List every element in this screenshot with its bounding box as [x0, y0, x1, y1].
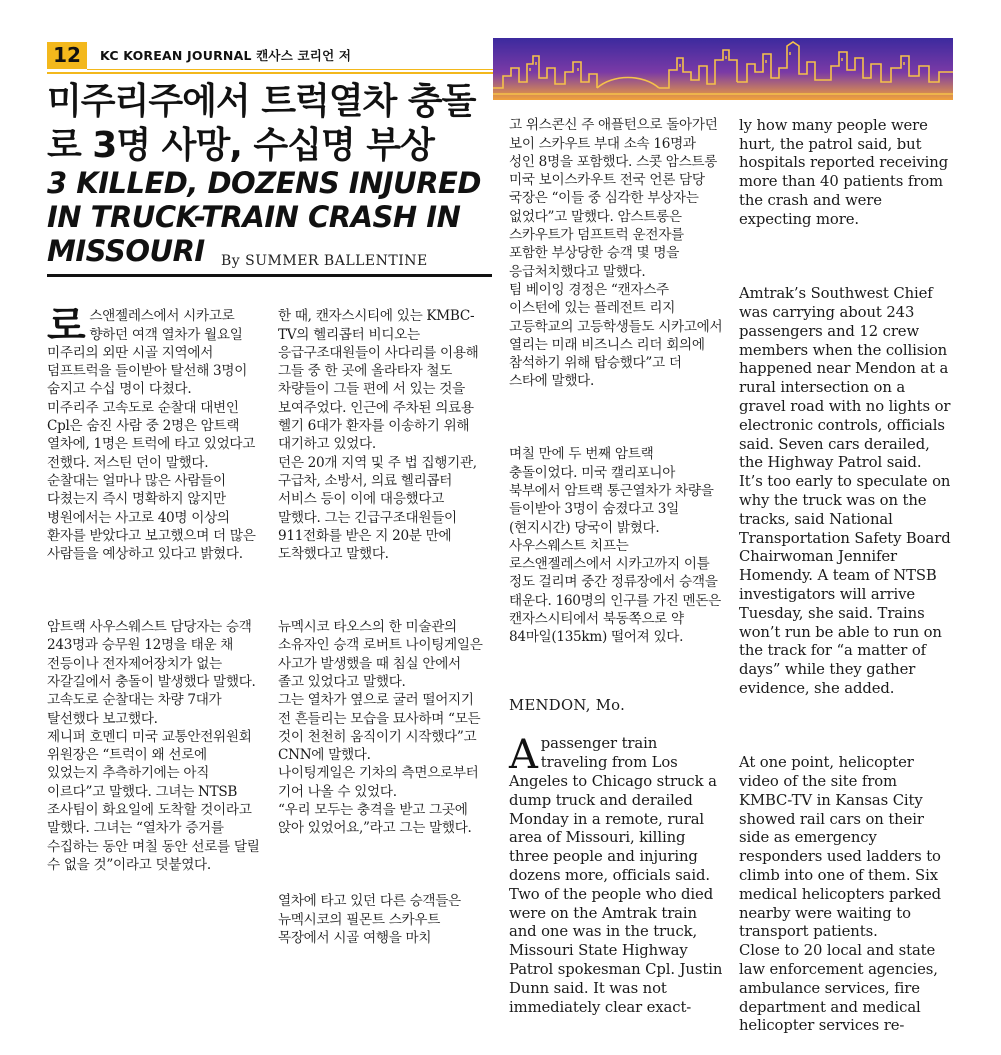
paragraph: passenger train traveling from Los Angeles to Chicago struck a dump truck and derailed Monday in a remote, rural area of Missouri, killing three people and injuring dozens more, officials said. Two of the people who died were on the Amtrak train and one was in the truck, Missouri State Highway Patrol spokesman Cpl. Justin Dunn said. It was not immediately clear exact-: [509, 735, 723, 1016]
skyline-margin: [953, 38, 1001, 100]
page-number: 12: [47, 42, 87, 69]
paragraph: At one point, helicopter video of the site from KMBC-TV in Kansas City showed rail cars on their side as emergency responders used ladders to climb into one of them. Six medical helicopters parked nearby were waiting to transport patients. Close to 20 local and state law enforcement agencies, ambulance services, fire department and medical helicopter services re-: [739, 754, 941, 1035]
korean-column-3: [509, 98, 724, 665]
korean-column-1: [47, 289, 262, 893]
headline-english: 3 KILLED, DOZENS INJURED IN TRUCK-TRAIN CRASH IN MISSOURI: [47, 166, 481, 268]
paragraph: Amtrak’s Southwest Chief was carrying about 243 passengers and 12 crew members when the collision happened near Mendon at a rural intersection on a gravel road with no lights or electronic controls, officials said. Seven cars derailed, the Highway Patrol said. It’s too early to speculate on why the truck was on the tracks, said National Transportation Safety Board Chairwoman Jennifer Homendy. A team of NTSB investigators will arrive Tuesday, she said. Trains won’t run be able to run on the track for “a matter of days” while they gather evidence, she added.: [739, 285, 951, 697]
publication-name: KC KOREAN JOURNAL 캔사스 코리언 저: [100, 48, 352, 63]
byline: By SUMMER BALLENTINE: [221, 253, 428, 269]
city-skyline-banner: [493, 38, 953, 100]
header-rule-thin: [87, 69, 494, 70]
korean-column-2: [278, 289, 490, 965]
header-rule: [47, 72, 494, 74]
headline-rule: [47, 274, 492, 277]
paragraph: 고 위스콘신 주 애플턴으로 돌아가던 보이 스카우트 부대 소속 16명과 성인 8명을 포함했다. 스콧 암스트롱 미국 보이스카우트 전국 언론 담당 국장은 “이들 중 심각한 부상자는 없었다”고 말했다. 암스트롱은 스카우트가 덤프트럭 운전자를 포함한 부상당한 승객 몇 명을 응급처치했다고 말했다. 팀 베이잉 경정은 “캔자스주 이스턴에 있는 플레전트 리지 고등학교의 고등학생들도 시카고에서 열리는 미래 비즈니스 리더 회의에 참석하기 위해 탑승했다”고 더 스타에 말했다.: [509, 117, 723, 390]
english-column-2: [739, 98, 954, 1055]
paragraph: 암트랙 사우스웨스트 담당자는 승객 243명과 승무원 12명을 태운 채 전등이나 전자제어장치가 없는 자갈길에서 충돌이 발생했다 말했다. 고속도로 순찰대는 차량 7대가 탈선했다 보고했다. 제니퍼 호멘디 미국 교통안전위원회 위원장은 “트럭이 왜 선로에 있었는지 추측하기에는 아직 이르다”고 말했다. 그녀는 NTSB 조사팀이 화요일에 도착할 것이라고 말했다. 그녀는 “열차가 증거를 수집하는 동안 며칠 동안 선로를 달릴 수 없을 것”이라고 덧붙였다.: [47, 619, 260, 873]
headline-korean: 미주리주에서 트럭열차 충돌로 3명 사망, 수십명 부상: [47, 81, 476, 166]
dateline: MENDON, Mo.: [509, 696, 626, 714]
paragraph: 스앤젤레스에서 시카고로 향하던 여객 열차가 월요일 미주리의 외딴 시골 지역에서 덤프트럭을 들이받아 탈선해 3명이 숨지고 수십 명이 다쳤다. 미주리주 고속도로 순찰대 대변인 Cpl은 숨진 사람 중 2명은 암트랙 열차에, 1명은 트럭에 타고 있었다고 전했다. 저스틴 던이 말했다. 순찰대는 얼마나 많은 사람들이 다쳤는지 즉시 명확하지 않지만 병원에서는 사고로 40명 이상의 환자를 받았다고 보고했으며 더 많은 사람들을 예상하고 있다고 밝혔다.: [47, 308, 256, 563]
paragraph: 며칠 만에 두 번째 암트랙 충돌이었다. 미국 캘리포니아 북부에서 암트랙 통근열차가 차량을 들이받아 3명이 숨졌다고 3일(현지시간) 당국이 밝혔다. 사우스웨스트 치프는 로스앤젤레스에서 시카고까지 이틀 정도 걸리며 중간 정류장에서 승객을 태운다. 160명의 인구를 가진 멘돈은 캔자스시티에서 북동쪽으로 약 84마일(135km) 떨어져 있다.: [509, 446, 721, 646]
dropcap-english: A: [509, 732, 538, 779]
paragraph: 뉴멕시코 타오스의 한 미술관의 소유자인 승객 로버트 나이팅게일은 사고가 발생했을 때 침실 안에서 졸고 있었다고 말했다. 그는 열차가 옆으로 굴러 떨어지기 전 흔들리는 모습을 묘사하며 “모든 것이 천천히 움직이기 시작했다”고 CNN에 말했다. 나이팅게일은 기차의 측면으로부터 기어 나올 수 있었다. “우리 모두는 충격을 받고 그곳에 앉아 있었어요,”라고 그는 말했다.: [278, 619, 483, 837]
paragraph: 한 때, 캔자스시티에 있는 KMBC-TV의 헬리콥터 비디오는 응급구조대원들이 사다리를 이용해 그들 중 한 곳에 올라타자 철도 차량들이 그들 편에 서 있는 것을 보여주었다. 인근에 주차된 의료용 헬기 6대가 환자를 이송하기 위해 대기하고 있었다. 던은 20개 지역 및 주 법 집행기관, 구급차, 소방서, 의료 헬리콥터 서비스 등이 이에 대응했다고 말했다. 그는 긴급구조대원들이 911전화를 받은 지 20분 만에 도착했다고 말했다.: [278, 308, 479, 563]
paragraph: ly how many people were hurt, the patrol said, but hospitals reported receiving more than 40 patients from the crash and were expecting more.: [739, 116, 949, 228]
english-column-1: [509, 678, 724, 1036]
paragraph: 열차에 타고 있던 다른 승객들은 뉴멕시코의 필몬트 스카우트 목장에서 시골 여행을 마치: [278, 893, 461, 946]
dropcap-korean: 로: [47, 303, 86, 350]
